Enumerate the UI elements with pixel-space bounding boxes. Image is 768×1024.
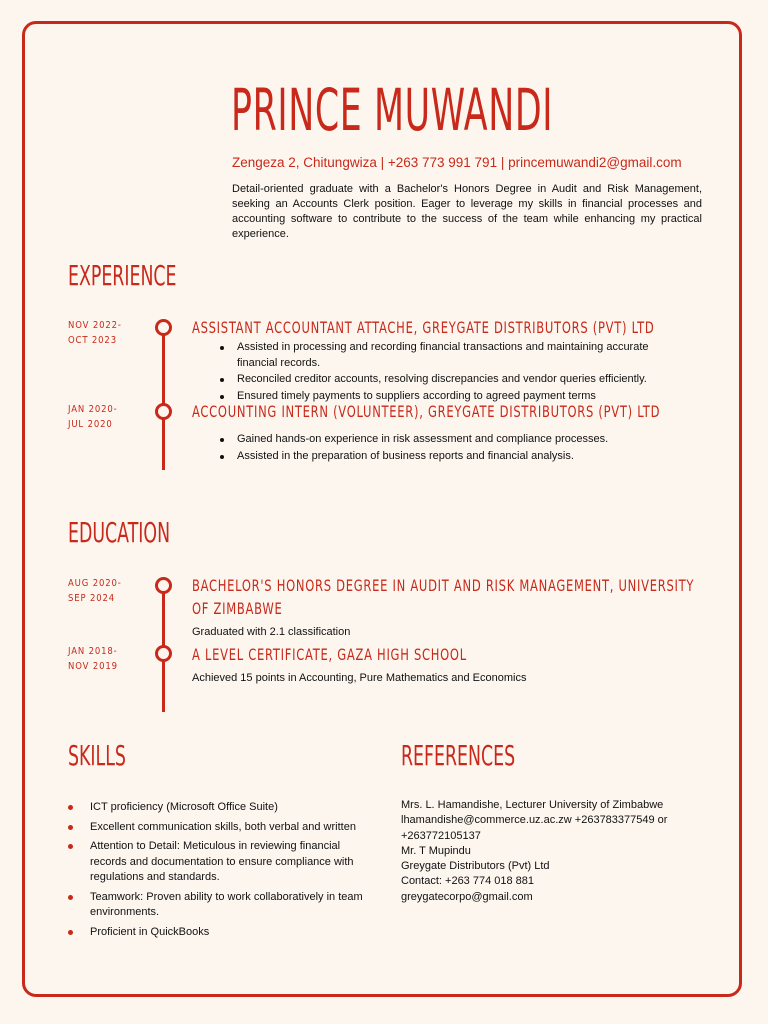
reference-line: greygatecorpo@gmail.com [401,890,533,903]
contact-line: Zengeza 2, Chitungwiza | +263 773 991 791 | princemuwandi2@gmail.com [232,155,682,170]
reference-line: +263772105137 [401,829,481,842]
timeline-dot [155,403,172,420]
list-item: Teamwork: Proven ability to work collaboratively in team environments. [68,890,368,921]
experience-1-bullets [220,340,680,405]
timeline-dot [155,645,172,662]
reference-line: Mrs. L. Hamandishe, Lecturer University of Zimbabwe [401,799,664,811]
experience-2-date-start: JAN 2020- [68,404,118,415]
list-item: Gained hands-on experience in risk assessment and compliance processes. [220,432,680,448]
education-2-note: Achieved 15 points in Accounting, Pure Mathematics and Economics [192,672,527,684]
reference-line: Mr. T Mupindu [401,844,471,857]
education-1-date-end: SEP 2024 [68,593,116,604]
experience-heading: EXPERIENCE [68,259,177,292]
reference-line: Contact: +263 774 018 881 [401,875,535,888]
education-1-date-start: AUG 2020- [68,578,122,589]
references-heading: REFERENCES [401,739,516,772]
timeline-dot [155,319,172,336]
list-item: Excellent communication skills, both verbal and written [68,820,368,836]
experience-1-date-start: NOV 2022- [68,320,122,331]
reference-line: Greygate Distributors (Pvt) Ltd [401,860,550,873]
profile-summary: Detail-oriented graduate with a Bachelor's Honors Degree in Audit and Risk Management, seeking an Accounts Clerk position. Eager to leverage my skills in financial processes and accounting software to contribute to the success of the team while enhancing my practical experience. [232,183,702,240]
list-item: Reconciled creditor accounts, resolving discrepancies and vendor queries efficiently. [220,372,680,388]
education-heading: EDUCATION [68,516,171,549]
list-item: ICT proficiency (Microsoft Office Suite) [68,800,368,816]
education-1-role-line2: OF ZIMBABWE [192,599,283,618]
list-item: Assisted in processing and recording financial transactions and maintaining accurate financial records. [220,340,680,371]
candidate-name: PRINCE MUWANDI [231,76,554,144]
experience-2-bullets [220,432,680,465]
education-2-date-end: NOV 2019 [68,661,118,672]
skills-heading: SKILLS [68,739,126,772]
list-item: Attention to Detail: Meticulous in reviewing financial records and documentation to ensure compliance with regulations and standards. [68,839,368,886]
timeline-dot [155,577,172,594]
list-item: Proficient in QuickBooks [68,925,368,941]
references-block [401,798,701,905]
list-item: Ensured timely payments to suppliers according to agreed payment terms [220,389,680,405]
education-2-date-start: JAN 2018- [68,646,118,657]
experience-2-date-end: JUL 2020 [68,419,113,430]
experience-2-role: ACCOUNTING INTERN (VOLUNTEER), GREYGATE DISTRIBUTORS (PVT) LTD [192,402,661,421]
reference-line: lhamandishe@commerce.uz.ac.zw +263783377549 or [401,814,668,827]
education-1-note: Graduated with 2.1 classification [192,626,351,638]
skills-list [68,800,368,944]
education-2-role: A LEVEL CERTIFICATE, GAZA HIGH SCHOOL [192,645,467,664]
experience-timeline [162,326,165,470]
experience-1-role: ASSISTANT ACCOUNTANT ATTACHE, GREYGATE DISTRIBUTORS (PVT) LTD [192,318,655,337]
education-1-role-line1: BACHELOR'S HONORS DEGREE IN AUDIT AND RISK MANAGEMENT, UNIVERSITY [192,576,695,595]
experience-1-date-end: OCT 2023 [68,335,117,346]
list-item: Assisted in the preparation of business reports and financial analysis. [220,449,680,465]
